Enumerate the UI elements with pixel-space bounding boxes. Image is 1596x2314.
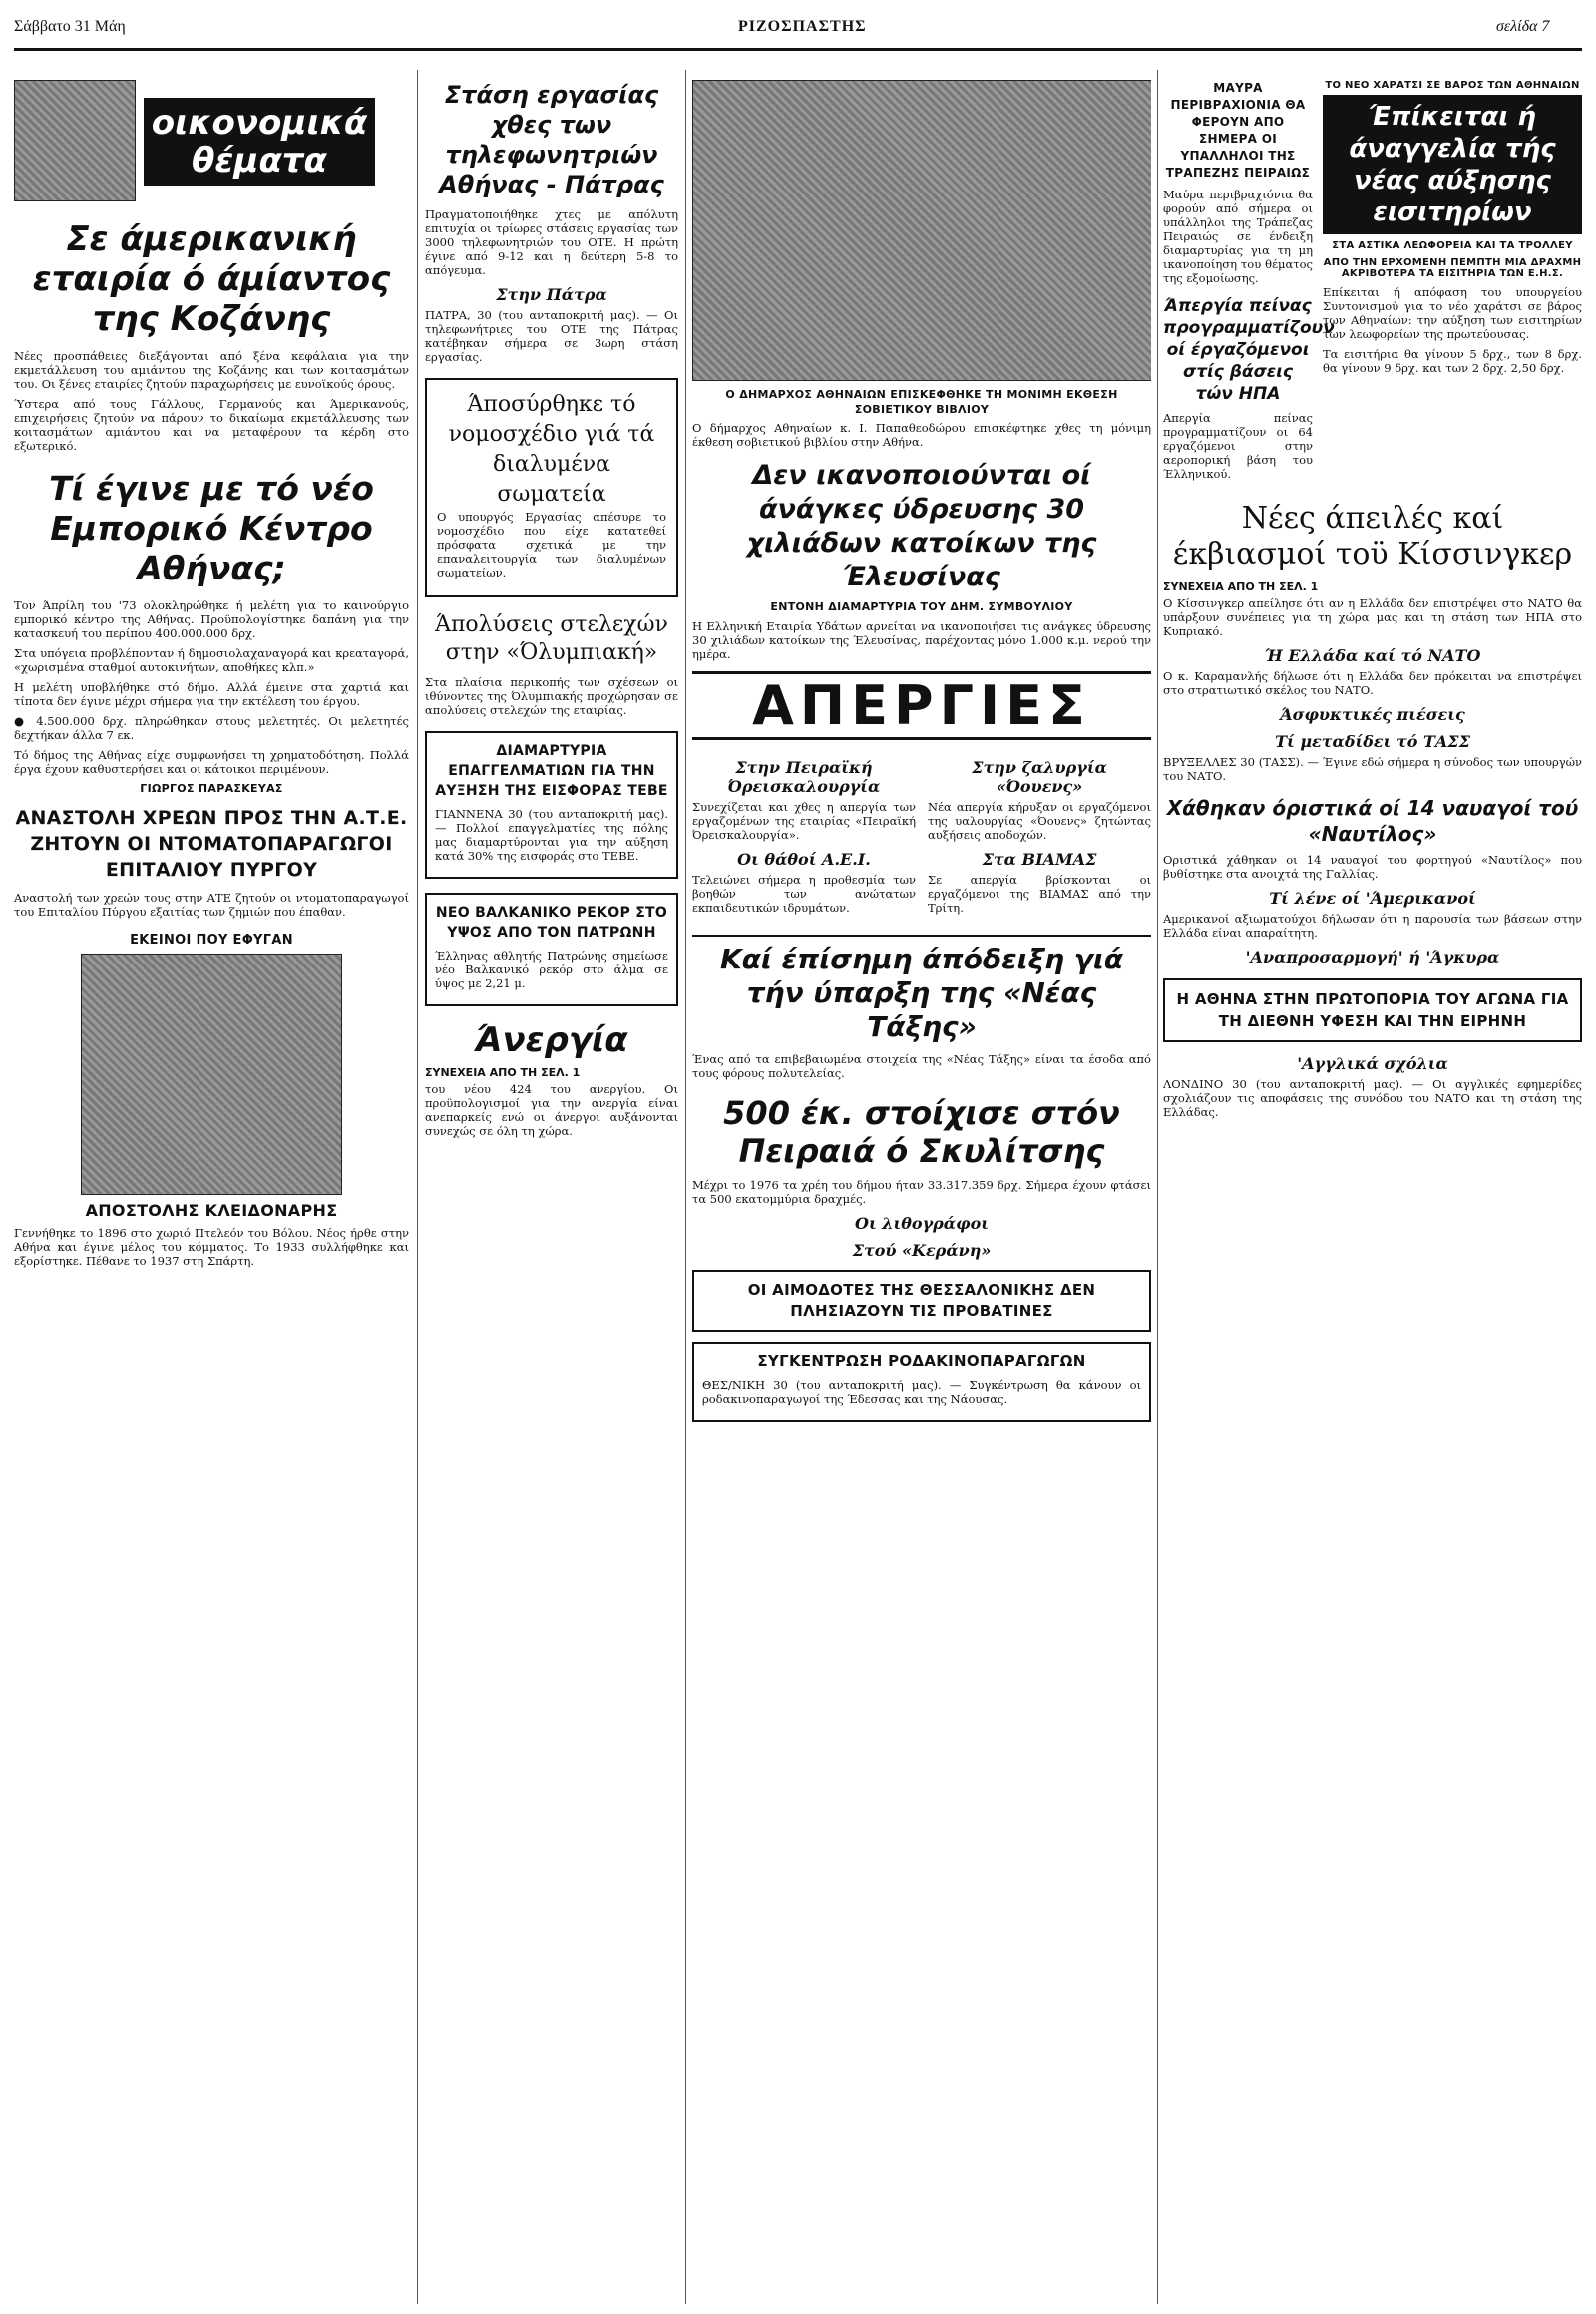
page-header bbox=[0, 0, 1596, 64]
article-text: ● 4.500.000 δρχ. πληρώθηκαν στους μελετητές. Οι μελετητές δεχτήκαν άλλα 7 εκ. bbox=[14, 714, 409, 742]
article-text: Τον Άπρίλη του '73 ολοκληρώθηκε ή μελέτη για το καινούργιο εμπορικό κέντρο της Αθήνας. Προϋπολογίστηκε δαπάνη για την κατασκευή του περίπου 400.000.000 δρχ. bbox=[14, 598, 409, 640]
headline-athens-peace: Η ΑΘΗΝΑ ΣΤΗΝ ΠΡΩΤΟΠΟΡΙΑ ΤΟΥ ΑΓΩΝΑ ΓΙΑ ΤΗ ΔΙΕΘΝΗ ΥΦΕΣΗ ΚΑΙ ΤΗΝ ΕΙΡΗΝΗ bbox=[1176, 990, 1569, 1030]
column-5-top bbox=[1323, 80, 1582, 487]
article-text: Μαύρα περιβραχιόνια θα φορούν από σήμερα οι υπάλληλοι της Τράπεζας Πειραιώς σε ένδειξη διαμαρτυρίας για τη μη ικανοποίηση του θέματος της εξομοίωσης. bbox=[1163, 188, 1313, 285]
article-text: Στα πλαίσια περικοπής των σχέσεων οι ιθύνοντες της Όλυμπιακής προχώρησαν σε απολύσεις στελεχών της εταιρίας. bbox=[425, 675, 678, 717]
article-text: Νέες προσπάθειες διεξάγονται από ξένα κεφάλαια για την εκμετάλλευση του αμιάντου της Κοζάνης και των κοιτασμάτων του. Οι ξένες εταιρίες ζητούν παραχωρήσεις με ευνοϊκούς όρους. bbox=[14, 349, 409, 391]
article-text: Γεννήθηκε το 1896 στο χωριό Πτελεόν του Βόλου. Νέος ήρθε στην Αθήνα και έγινε μέλος του κόμματος. Το 1933 συλλήφθηκε και εξορίστηκε. Πέθανε το 1937 στη Σπάρτη. bbox=[14, 1226, 409, 1268]
page-number: σελίδα 7 bbox=[1496, 18, 1550, 35]
headline-black-armbands: ΜΑΥΡΑ ΠΕΡΙΒΡΑΧΙΟΝΙΑ ΘΑ ΦΕΡΟΥΝ ΑΠΟ ΣΗΜΕΡΑ ΟΙ ΥΠΑΛΛΗΛΟΙ ΤΗΣ ΤΡΑΠΕΖΗΣ ΠΕΙΡΑΙΩΣ bbox=[1165, 81, 1311, 180]
portrait-photo bbox=[81, 954, 342, 1195]
subhead: ΑΠΟ ΤΗΝ ΕΡΧΟΜΕΝΗ ΠΕΜΠΤΗ ΜΙΑ ΔΡΑΧΜΗ ΑΚΡΙΒΟΤΕΡΑ ΤΑ ΕΙΣΙΤΗΡΙΑ ΤΩΝ Ε.Η.Σ. bbox=[1323, 257, 1582, 279]
article-text: Ο κ. Καραμανλής δήλωσε ότι η Ελλάδα δεν πρόκειται να επιστρέψει στο στρατιωτικό σκέλος του ΝΑΤΟ. bbox=[1163, 669, 1582, 697]
subhead: Ή Ελλάδα καί τό ΝΑΤΟ bbox=[1264, 646, 1481, 665]
headline-phone-strike: Στάση εργασίας χθες των τηλεφωνητριών Αθήνας - Πάτρας bbox=[439, 81, 664, 198]
mayor-photo bbox=[692, 80, 1151, 381]
header-rule bbox=[14, 48, 1582, 51]
article-box bbox=[1163, 978, 1582, 1042]
article-text: Ένας από τα επιβεβαιωμένα στοιχεία της «Νέας Τάξης» είναι τα έσοδα από τους φόρους πολυτελείας. bbox=[692, 1052, 1151, 1080]
headline-balkan-record: ΝΕΟ ΒΑΛΚΑΝΙΚΟ ΡΕΚΟΡ ΣΤΟ ΥΨΟΣ ΑΠΟ ΤΟΝ ΠΑΤΡΩΝΗ bbox=[435, 905, 668, 941]
newspaper-name: ΡΙΖΟΣΠΑΣΤΗΣ bbox=[738, 18, 867, 35]
article-box bbox=[425, 731, 678, 879]
article-text: Ο Κίσσινγκερ απείλησε ότι αν η Ελλάδα δεν επιστρέψει στο ΝΑΤΟ θα υπάρξουν συνέπειες για τη χώρα μας και τη στάση των ΗΠΑ στο Κυπριακό. bbox=[1163, 596, 1582, 638]
subhead: Τί λένε οί 'Άμερικανοί bbox=[1269, 889, 1476, 908]
article-text: ΓΙΑΝΝΕΝΑ 30 (του ανταποκριτή μας). — Πολλοί επαγγελματίες της πόλης μας διαμαρτύρονται για την αύξηση κατά 30% της εισφοράς στο ΤΕΒΕ. bbox=[435, 807, 668, 863]
headline-peach-growers: ΣΥΓΚΕΝΤΡΩΣΗ ΡΟΔΑΚΙΝΟΠΑΡΑΓΩΓΩΝ bbox=[757, 1352, 1086, 1370]
article-text: Έλληνας αθλητής Πατρώνης σημείωσε νέο Βαλκανικό ρεκόρ στο άλμα σε ύψος με 2,21 μ. bbox=[435, 949, 668, 990]
article-text: Ύστερα από τους Γάλλους, Γερμανούς και Άμερικανούς, επιχειρήσεις ζητούν να πάρουν το δικαίωμα εκμετάλλευσης των κοιτασμάτων αμιάντου και να μεταφέρουν τα κέρδη στο εξωτερικό. bbox=[14, 397, 409, 453]
economics-logo bbox=[14, 80, 409, 209]
subhead: Στού «Κεράνη» bbox=[852, 1241, 992, 1260]
subhead: ΕΝΤΟΝΗ ΔΙΑΜΑΡΤΥΡΙΑ ΤΟΥ ΔΗΜ. ΣΥΜΒΟΥΛΙΟΥ bbox=[770, 600, 1073, 613]
article-text: Αναστολή των χρεών τους στην ΑΤΕ ζητούν οι ντοματοπαραγωγοί του Επιταλίου Πύργου εξαιτίας των ζημιών που έπαθαν. bbox=[14, 891, 409, 919]
photo-caption: Ο ΔΗΜΑΡΧΟΣ ΑΘΗΝΑΙΩΝ ΕΠΙΣΚΕΦΘΗΚΕ ΤΗ ΜΟΝΙΜΗ ΕΚΘΕΣΗ ΣΟΒΙΕΤΙΚΟΥ ΒΙΒΛΙΟΥ bbox=[725, 388, 1118, 416]
column-divider bbox=[417, 70, 418, 2304]
article-text: Στα υπόγεια προβλέπονταν ή δημοσιολαχαναγορά και κρεαταγορά, «χωρισμένα σταθμοί αυτοκινήτων, αποθήκες κλπ.» bbox=[14, 646, 409, 674]
obituary-title: ΕΚΕΙΝΟΙ ΠΟΥ ΕΦΥΓΑΝ bbox=[130, 933, 293, 948]
headline-asbestos: Σε άμερικανική εταιρία ό άμίαντος της Κοζάνης bbox=[32, 219, 391, 339]
article-text: Ο υπουργός Εργασίας απέσυρε το νομοσχέδιο που είχε κατατεθεί πρόσφατα σχετικά με την επαναλειτουργία των διαλυμένων σωματείων. bbox=[437, 510, 666, 579]
article-text: Νέα απεργία κήρυξαν οι εργαζόμενοι της υαλουργίας «Όουενς» ζητώντας αυξήσεις αποδοχών. bbox=[928, 800, 1151, 842]
continued-label: ΣΥΝΕΧΕΙΑ ΑΠΟ ΤΗ ΣΕΛ. 1 bbox=[1163, 580, 1319, 593]
logo-text-line2: θέματα bbox=[192, 141, 327, 181]
article-box bbox=[692, 1342, 1151, 1422]
article-text: Η Ελληνική Εταιρία Υδάτων αρνείται να ικανοποιήσει τις ανάγκες ύδρευσης 30 χιλιάδων κατοίκων της Έλευσίνας, παρέχοντας μόνο 1.000 κ.μ. νερού την ημέρα. bbox=[692, 619, 1151, 661]
subhead: ΣΤΑ ΑΣΤΙΚΑ ΛΕΩΦΟΡΕΙΑ ΚΑΙ ΤΑ ΤΡΟΛΛΕΥ bbox=[1332, 240, 1573, 251]
subhead: 'Αγγλικά σχόλια bbox=[1297, 1054, 1448, 1073]
article-box bbox=[692, 1270, 1151, 1332]
article-text: Επίκειται ή απόφαση του υπουργείου Συντονισμού για το νέο χαράτσι σε βάρος των Αθηναίων: την αύξηση των εισιτηρίων των λεωφορείων της πρωτεύουσας. bbox=[1323, 285, 1582, 341]
column-divider bbox=[685, 70, 686, 2304]
article-box bbox=[425, 378, 678, 597]
headline-kissinger: Νέες άπειλές καί έκβιασμοί τοϋ Κίσσινγκερ bbox=[1172, 501, 1573, 572]
headline-blood-donors: ΟΙ ΑΙΜΟΔΟΤΕΣ ΤΗΣ ΘΕΣΣΑΛΟΝΙΚΗΣ ΔΕΝ ΠΛΗΣΙΑΖΟΥΝ ΤΙΣ ΠΡΟΒΑΤΙΝΕΣ bbox=[747, 1281, 1096, 1320]
strikes-banner: ΑΠΕΡΓΙΕΣ bbox=[692, 671, 1151, 740]
subhead: Οι λιθογράφοι bbox=[855, 1214, 989, 1233]
article-text: του νέου 424 του ανεργίου. Οι προϋπολογισμοί για την ανεργία είναι ανεπαρκείς ενώ οι άνεργοι αυξάνονται συνεχώς σε όλη τη χώρα. bbox=[425, 1082, 678, 1138]
issue-date: Σάββατο 31 Μάη bbox=[14, 18, 126, 35]
article-text: Συνεχίζεται και χθες η απεργία των εργαζομένων της εταιρίας «Πειραϊκή Όρεισκαλουργία». bbox=[692, 800, 916, 842]
headline-hunger-strike: Άπεργία πείνας προγραμματίζουν οί έργαζόμενοι στίς βάσεις τών ΗΠΑ bbox=[1163, 296, 1335, 404]
article-text: Οριστικά χάθηκαν οι 14 ναυαγοί του φορτηγού «Ναυτίλος» που βυθίστηκε στα ανοιχτά της Γαλλίας. bbox=[1163, 853, 1582, 881]
headline-commercial-center: Τί έγινε με τό νέο Εμπορικό Κέντρο Αθήνας; bbox=[49, 469, 374, 587]
headline-eleusis-water: Δεν ικανοποιούνται οί άνάγκες ύδρευσης 30 χιλιάδων κατοίκων της Έλευσίνας bbox=[746, 460, 1097, 592]
logo-text-line1: οικονομικά bbox=[151, 103, 368, 143]
headline-fare-increase: Έπίκειται ή άναγγελία τής νέας αύξησης εισιτηρίων bbox=[1323, 95, 1582, 234]
headline-piraeus-mayor: 500 έκ. στοίχισε στόν Πειραιά ό Σκυλίτσης bbox=[723, 1094, 1120, 1170]
headline-tebe-protest: ΔΙΑΜΑΡΤΥΡΙΑ ΕΠΑΓΓΕΛΜΑΤΙΩΝ ΓΙΑ ΤΗΝ ΑΥΞΗΣΗ ΤΗΣ ΕΙΣΦΟΡΑΣ ΤΕΒΕ bbox=[435, 743, 668, 799]
article-text: Η μελέτη υποβλήθηκε στό δήμο. Αλλά έμεινε στα χαρτιά και τίποτα δεν έγινε μέχρι σήμερα για την εκτέλεση του έργου. bbox=[14, 680, 409, 708]
article-text: Αμερικανοί αξιωματούχοι δήλωσαν ότι η παρουσία των βάσεων στην Ελλάδα είναι απαραίτητη. bbox=[1163, 912, 1582, 940]
article-text: Πραγματοποιήθηκε χτες με απόλυτη επιτυχία οι τρίωρες στάσεις εργασίας των 3000 τηλεφωνητριών του ΟΤΕ. Η πρώτη έγινε από 9-12 και η δεύτερη 5-8 το απόγευμα. bbox=[425, 207, 678, 277]
column-2 bbox=[425, 80, 678, 2294]
article-text: ΒΡΥΞΕΛΛΕΣ 30 (ΤΑΣΣ). — Έγινε εδώ σήμερα η σύνοδος των υπουργών του ΝΑΤΟ. bbox=[1163, 755, 1582, 783]
subhead: Στα ΒΙΑΜΑΣ bbox=[982, 850, 1097, 869]
column-1 bbox=[14, 80, 409, 2294]
headline-sailors: Χάθηκαν όριστικά οί 14 ναυαγοί τού «Ναυτίλος» bbox=[1166, 796, 1579, 846]
headline-unemployment: Άνεργία bbox=[475, 1020, 628, 1060]
subhead: Οι θάθοί Α.Ε.Ι. bbox=[737, 850, 871, 869]
continued-label: ΣΥΝΕΧΕΙΑ ΑΠΟ ΤΗ ΣΕΛ. 1 bbox=[425, 1066, 581, 1079]
subhead: Άσφυκτικές πιέσεις bbox=[1280, 705, 1465, 724]
article-text: Ο δήμαρχος Αθηναίων κ. Ι. Παπαθεοδώρου επισκέφτηκε χθες τη μόνιμη έκθεση σοβιετικού βιβλίου στην Αθήνα. bbox=[692, 421, 1151, 449]
subhead: Στην Πειραϊκή Όρεισκαλουργία bbox=[727, 758, 881, 796]
article-text: Μέχρι το 1976 τα χρέη του δήμου ήταν 33.317.359 δρχ. Σήμερα έχουν φτάσει τα 500 εκατομμύρια δραχμές. bbox=[692, 1178, 1151, 1206]
column-right bbox=[1163, 80, 1582, 2294]
article-text: Τελειώνει σήμερα η προθεσμία των βοηθών των ανώτατων εκπαιδευτικών ιδρυμάτων. bbox=[692, 873, 916, 915]
article-text: Απεργία πείνας προγραμματίζουν οι 64 εργαζόμενοι στην αεροπορική βάση του Έλληνικού. bbox=[1163, 411, 1313, 481]
subhead: 'Αναπροσαρμογή' ή 'Άγκυρα bbox=[1245, 948, 1500, 966]
article-text: Τα εισιτήρια θα γίνουν 5 δρχ., των 8 δρχ. θα γίνουν 9 δρχ. και των 2 δρχ. 2,50 δρχ. bbox=[1323, 347, 1582, 375]
kicker: ΤΟ ΝΕΟ ΧΑΡΑΤΣΙ ΣΕ ΒΑΡΟΣ ΤΩΝ ΑΘΗΝΑΙΩΝ bbox=[1325, 80, 1580, 91]
article-text: ΛΟΝΔΙΝΟ 30 (του ανταποκριτή μας). — Οι αγγλικές εφημερίδες σχολιάζουν τις αποφάσεις της συνόδου του ΝΑΤΟ και τη στάση της Ελλάδας. bbox=[1163, 1077, 1582, 1119]
column-4 bbox=[1163, 80, 1335, 487]
chart-graphic bbox=[14, 80, 136, 201]
subhead: Στην Πάτρα bbox=[496, 285, 607, 304]
article-text: Τό δήμος της Αθήνας είχε συμφωνήσει τη χρηματοδότηση. Πολλά έργα έχουν καθυστερήσει και οι κάτοικοι περιμένουν. bbox=[14, 748, 409, 776]
headline-olympic-layoffs: Άπολύσεις στελεχών στην «Όλυμπιακή» bbox=[435, 612, 668, 665]
article-text: ΠΑΤΡΑ, 30 (του ανταποκριτή μας). — Οι τηλεφωνήτριες του ΟΤΕ της Πάτρας κατέβηκαν σήμερα σε 3ωρη στάση εργασίας. bbox=[425, 308, 678, 364]
headline-bill-withdrawn: Άποσύρθηκε τό νομοσχέδιο γιά τά διαλυμένα σωματεία bbox=[448, 392, 655, 507]
strikes-columns bbox=[692, 750, 1151, 921]
article-box bbox=[425, 893, 678, 1006]
column-divider bbox=[1157, 70, 1158, 2304]
headline-new-class: Καί έπίσημη άπόδειξη γιά τήν ύπαρξη της «Νέας Τάξης» bbox=[692, 935, 1151, 1044]
article-text: Σε απεργία βρίσκονται οι εργαζόμενοι της ΒΙΑΜΑΣ από την Τρίτη. bbox=[928, 873, 1151, 915]
article-text: ΘΕΣ/ΝΙΚΗ 30 (του ανταποκριτή μας). — Συγκέντρωση θα κάνουν οι ροδακινοπαραγωγοί της Έδεσσας και της Νάουσας. bbox=[702, 1378, 1141, 1406]
column-3 bbox=[692, 80, 1151, 2294]
byline: ΓΙΩΡΓΟΣ ΠΑΡΑΣΚΕΥΑΣ bbox=[140, 782, 283, 795]
subhead: Στην ζαλυργία «Όουενς» bbox=[972, 758, 1107, 796]
headline-tomato-growers: ΑΝΑΣΤΟΛΗ ΧΡΕΩΝ ΠΡΟΣ ΤΗΝ Α.Τ.Ε. ΖΗΤΟΥΝ ΟΙ ΝΤΟΜΑΤΟΠΑΡΑΓΩΓΟΙ ΕΠΙΤΑΛΙΟΥ ΠΥΡΓΟΥ bbox=[15, 807, 408, 881]
subhead: Τί μεταδίδει τό ΤΑΣΣ bbox=[1275, 732, 1470, 751]
photo-caption: ΑΠΟΣΤΟΛΗΣ ΚΛΕΙΔΟΝΑΡΗΣ bbox=[85, 1201, 338, 1220]
